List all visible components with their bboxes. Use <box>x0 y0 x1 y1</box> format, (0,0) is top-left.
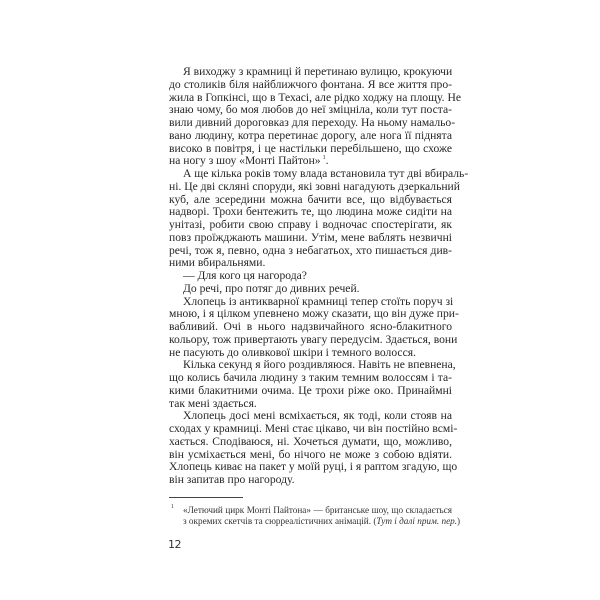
text-line: вабливий. Очі в нього надзвичайного ясно-блакитного <box>169 320 452 333</box>
dialogue-line: — Для кого ця нагорода? <box>183 269 307 282</box>
text-line: До речі, про потяг до дивних речей. <box>183 281 360 295</box>
text-line: кольору, тож привертають увагу передусім. Здається, вони <box>169 332 458 346</box>
text-line: надворі. Трохи бентежить те, що людина може сидіти на <box>169 205 452 219</box>
text-line: Хлопець із антикварної крамниці тепер стоїть поруч зі <box>183 294 454 308</box>
text-line: жила в Гопкінсі, що в Техасі, але рідко ходжу на площу. Не <box>169 90 461 104</box>
text-line: що колись бачила людину з таким темним волоссям і та- <box>169 371 452 384</box>
text-line: він запитав про нагороду. <box>169 473 295 486</box>
text-line: так мені здається. <box>169 396 257 410</box>
page-number: 12 <box>168 538 181 551</box>
text-line: високо в повітря, і це настільки перебільшено, що схоже <box>169 141 452 155</box>
text-line: сходах у крамниці. Мені стає цікаво, чи він постійно всмі- <box>169 422 458 435</box>
text-line: Кілька секунд я його роздивляюся. Навіть не впевнена, <box>183 358 456 372</box>
text-line: до столиків біля найближчого фонтана. Я все життя про- <box>169 77 452 91</box>
text-line: мною, і я цілком упевнено можу сказати, що він дуже при- <box>169 307 459 321</box>
text-line: А ще кілька років тому влада встановила тут дві вбираль- <box>183 167 469 180</box>
text-line: Хлопець досі мені всміхається, як тоді, коли стояв на <box>183 409 452 423</box>
footnote-reference[interactable]: 1 <box>322 155 326 162</box>
text-line: вили дивний дороговказ для переходу. На ньому намальо- <box>169 116 456 129</box>
footnote-text-close: ) <box>457 516 461 526</box>
footnote-line <box>183 516 461 527</box>
text-line: знаю чому, бо моя любов до неї зміцніла, коли тут поста- <box>169 103 452 117</box>
footnote <box>169 504 461 527</box>
text-line: вано людину, котра перетинає дорогу, але нога її піднята <box>169 128 452 142</box>
text-line: на ногу з шоу «Монті Пайтон» <box>169 154 321 168</box>
footnote-ref-trailing: . <box>325 154 329 168</box>
text-line: куб, але зсередини можна бачити все, що відбувається <box>169 192 452 206</box>
text-line: речі, тож я, певно, одна з небагатьох, хто пишається див- <box>169 243 452 257</box>
text-line: ні. Це дві скляні споруди, які зовні нагадують дзеркальний <box>169 179 460 193</box>
footnote-separator <box>169 497 243 498</box>
footnote-line: «Летючий цирк Монті Пайтона» — британське шоу, що складається <box>183 505 452 515</box>
text-line: Хлопець киває на пакет у моїй руці, і я раптом згадую, що <box>169 460 458 474</box>
body-text <box>169 65 469 487</box>
text-line: не пасують до оливкової шкіри і темного волосся. <box>169 345 416 359</box>
footnote-marker: 1 <box>171 504 174 510</box>
text-line: ними вбиральнями. <box>169 256 266 270</box>
footnote-text: з окремих скетчів та сюрреалістичних анімацій. ( <box>183 516 377 526</box>
text-line: він усміхається мені, бо нічого не може з собою вдіяти. <box>169 447 452 461</box>
text-line: повз проїжджають машини. Утім, мене ваблять незвичні <box>169 230 452 244</box>
text-line: унітазі, робити свою справу і водночас спостерігати, як <box>169 218 452 231</box>
text-line: Я виходжу з крамниці й перетинаю вулицю, крокуючи <box>183 65 453 78</box>
footnote-italic-note: Тут і далі прим. пер. <box>376 516 458 526</box>
text-line: кими блакитними очима. Це трохи ріже око. Принаймні <box>169 383 452 397</box>
text-line: хається. Сподіваюся, ні. Хочеться думати, що, можливо, <box>169 434 452 448</box>
